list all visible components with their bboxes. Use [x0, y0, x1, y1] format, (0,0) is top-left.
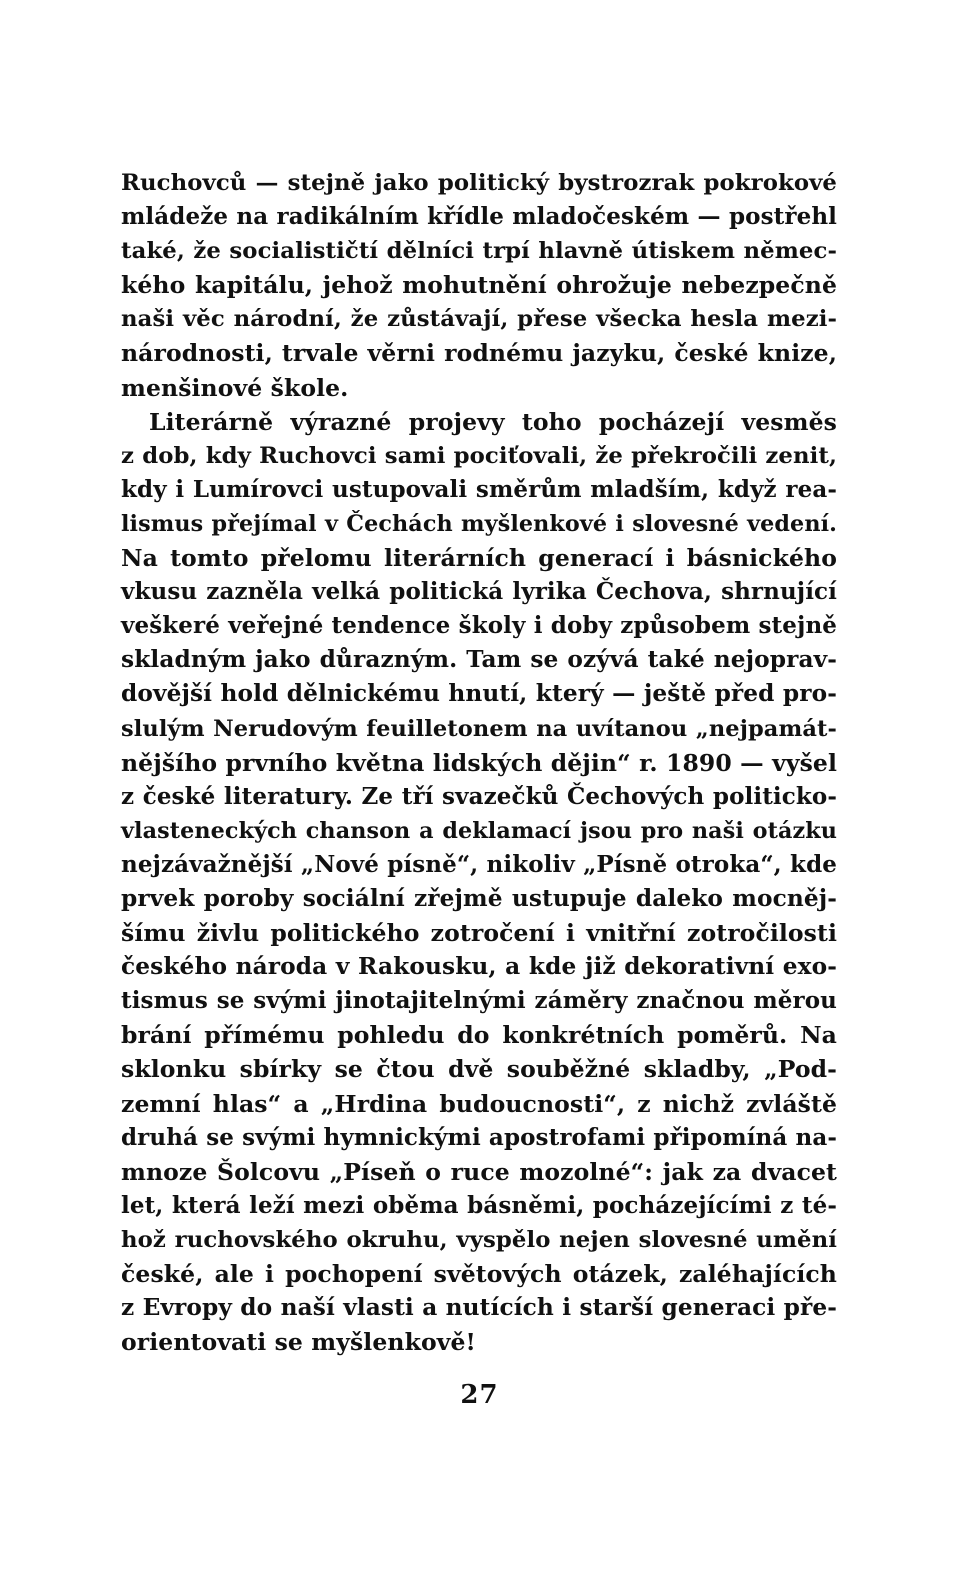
text-line: skladným jako důrazným. Tam se ozývá také nejoprav- [121, 646, 837, 674]
text-line: dovější hold dělnickému hnutí, který — ještě před pro- [121, 680, 837, 708]
text-line: šímu živlu politického zotročení i vnitřní zotročilosti [121, 919, 837, 948]
text-line: Ruchovců — stejně jako politický bystrozrak pokrokové [121, 170, 837, 196]
paragraph [121, 166, 837, 405]
paragraph [121, 405, 837, 1360]
text-line: zemní hlas“ a „Hrdina budoucnosti“, z nichž zvláště [121, 1089, 837, 1118]
text-line: naši věc národní, že zůstávají, přese všecka hesla mezi- [121, 306, 837, 333]
text-line: kdy i Lumírovci ustupovali směrům mladším, když rea- [121, 475, 837, 503]
text-line: prvek poroby sociální zřejmě ustupuje daleko mocněj- [121, 884, 837, 912]
text-line: z Evropy do naší vlasti a nutících i starší generaci pře- [121, 1294, 837, 1322]
text-line: tismus se svými jinotajitelnými záměry značnou měrou [121, 987, 837, 1015]
text-line: mládeže na radikálním křídle mladočeském — postřehl [121, 203, 837, 231]
text-line: veškeré veřejné tendence školy i doby způsobem stejně [121, 612, 837, 640]
text-line: české, ale i pochopení světových otázek, zaléhajících [121, 1260, 837, 1288]
text-line: lismus přejímal v Čechách myšlenkové i slovesné vedení. [121, 510, 837, 537]
text-line: nějšího prvního května lidských dějin“ r. 1890 — vyšel [121, 748, 837, 777]
text-line: Literárně výrazné projevy toho pocházejí vesměs [149, 407, 837, 436]
text-line: druhá se svými hymnickými apostrofami připomíná na- [121, 1123, 837, 1151]
text-line: brání přímému pohledu do konkrétních poměrů. Na [121, 1021, 837, 1050]
text-line: sklonku sbírky se čtou dvě souběžné skladby, „Pod- [121, 1055, 837, 1084]
text-line: hož ruchovského okruhu, vyspělo nejen slovesné umění [121, 1226, 837, 1253]
text-line: slulým Nerudovým feuilletonem na uvítanou „nejpamát- [121, 715, 837, 742]
text-line: Na tomto přelomu literárních generací i básnického [121, 544, 837, 573]
text-line: nejzávažnější „Nové písně“, nikoliv „Písně otroka“, kde [121, 850, 837, 878]
text-line: z dob, kdy Ruchovci sami pociťovali, že překročili zenit, [121, 442, 837, 469]
text-line: kého kapitálu, jehož mohutnění ohrožuje nebezpečně [121, 271, 837, 300]
text-line: vkusu zazněla velká politická lyrika Čechova, shrnující [121, 578, 837, 606]
text-line: orientovati se myšlenkově! [121, 1328, 476, 1357]
text-line: národnosti, trvale věrni rodnému jazyku, české knize, [121, 339, 837, 368]
body-text [121, 166, 837, 1359]
text-line: také, že socialističtí dělníci trpí hlavně útiskem němec- [121, 238, 837, 265]
text-line: z české literatury. Ze tří svazečků Čechových politicko- [121, 782, 837, 810]
text-line: vlasteneckých chanson a deklamací jsou pro naši otázku [121, 817, 837, 844]
text-line: mnoze Šolcovu „Píseň o ruce mozolné“: jak za dvacet [121, 1157, 837, 1186]
text-line: menšinové škole. [121, 373, 349, 402]
text-line: let, která leží mezi oběma básněmi, pocházejícími z té- [121, 1191, 837, 1219]
text-line: českého národa v Rakousku, a kde již dekorativní exo- [121, 953, 837, 981]
page-number: 27 [460, 1380, 499, 1410]
